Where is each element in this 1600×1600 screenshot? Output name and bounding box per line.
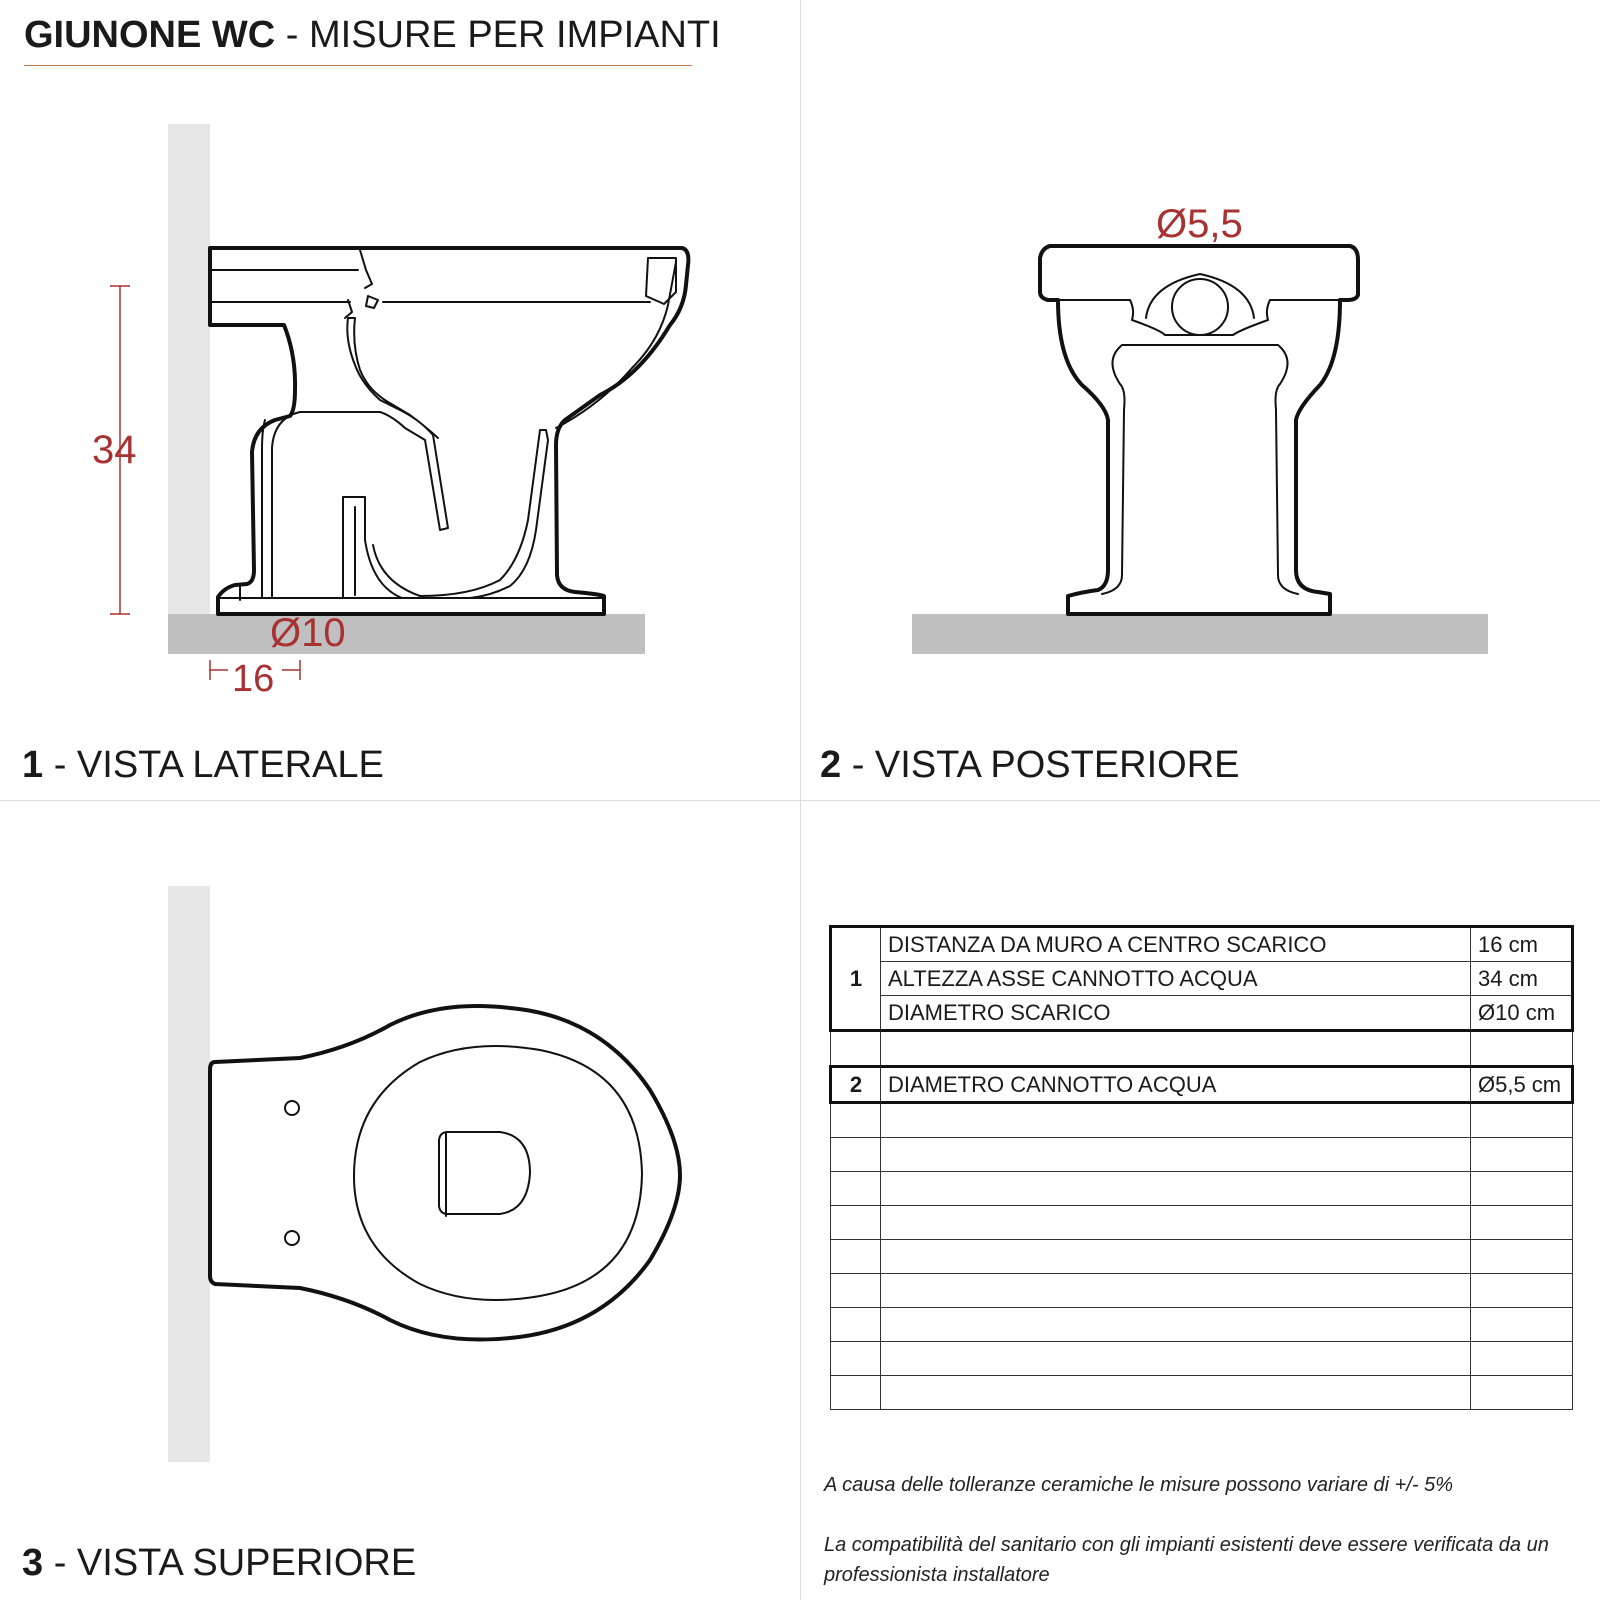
drain-diameter-label: Ø10 bbox=[270, 611, 346, 655]
tolerance-note: A causa delle tolleranze ceramiche le misure possono variare di +/- 5% bbox=[824, 1474, 1454, 1496]
group-number: 2 bbox=[831, 1067, 881, 1103]
row-label: DIAMETRO CANNOTTO ACQUA bbox=[881, 1067, 1471, 1103]
rear-view-drawing bbox=[800, 0, 1600, 800]
side-view-number: 1 bbox=[22, 744, 44, 786]
table-row bbox=[831, 927, 1573, 962]
row-label: ALTEZZA ASSE CANNOTTO ACQUA bbox=[881, 962, 1471, 996]
top-wall bbox=[168, 886, 210, 1462]
side-toilet-outline bbox=[210, 248, 688, 614]
table-row bbox=[831, 1138, 1573, 1172]
row-value: 16 cm bbox=[1471, 927, 1573, 962]
title-subtitle: - MISURE PER IMPIANTI bbox=[275, 14, 721, 56]
row-value: Ø10 cm bbox=[1471, 996, 1573, 1031]
side-view-title: - VISTA LATERALE bbox=[43, 744, 384, 786]
top-view-drawing bbox=[0, 800, 800, 1600]
table-row bbox=[831, 1103, 1573, 1138]
table-row bbox=[831, 962, 1573, 996]
row-label: DIAMETRO SCARICO bbox=[881, 996, 1471, 1031]
table-row bbox=[831, 1067, 1573, 1103]
row-label: DISTANZA DA MURO A CENTRO SCARICO bbox=[881, 927, 1471, 962]
table-row bbox=[831, 1240, 1573, 1274]
height-dimension-label: 34 bbox=[92, 428, 137, 472]
water-pipe-diameter-label: Ø5,5 bbox=[1156, 202, 1243, 246]
side-floor bbox=[168, 614, 645, 654]
top-view-title: - VISTA SUPERIORE bbox=[43, 1542, 417, 1584]
table-row bbox=[831, 1031, 1573, 1067]
title-product: GIUNONE WC bbox=[24, 14, 276, 56]
rear-view-label bbox=[820, 744, 1240, 787]
group-number: 1 bbox=[831, 927, 881, 1031]
wall-distance-label: 16 bbox=[232, 658, 275, 700]
top-toilet-outline bbox=[210, 1006, 680, 1339]
measurements-table bbox=[829, 925, 1574, 1410]
table-row bbox=[831, 1342, 1573, 1376]
rear-view-number: 2 bbox=[820, 744, 842, 786]
row-value: Ø5,5 cm bbox=[1471, 1067, 1573, 1103]
rear-floor bbox=[912, 614, 1488, 654]
rear-toilet-outline bbox=[1040, 246, 1358, 614]
compatibility-note: La compatibilità del sanitario con gli impianti esistenti deve essere verificata da un professionista installatore bbox=[824, 1534, 1549, 1586]
table-row bbox=[831, 1172, 1573, 1206]
top-view-number: 3 bbox=[22, 1542, 44, 1584]
rear-view-title: - VISTA POSTERIORE bbox=[841, 744, 1240, 786]
row-value: 34 cm bbox=[1471, 962, 1573, 996]
side-view-drawing bbox=[0, 0, 800, 800]
table-row bbox=[831, 1274, 1573, 1308]
top-view-label bbox=[22, 1542, 416, 1585]
side-wall bbox=[168, 124, 210, 614]
table-row bbox=[831, 1308, 1573, 1342]
table-row bbox=[831, 996, 1573, 1031]
table-row bbox=[831, 1376, 1573, 1410]
table-row bbox=[831, 1206, 1573, 1240]
side-view-label bbox=[22, 744, 384, 787]
